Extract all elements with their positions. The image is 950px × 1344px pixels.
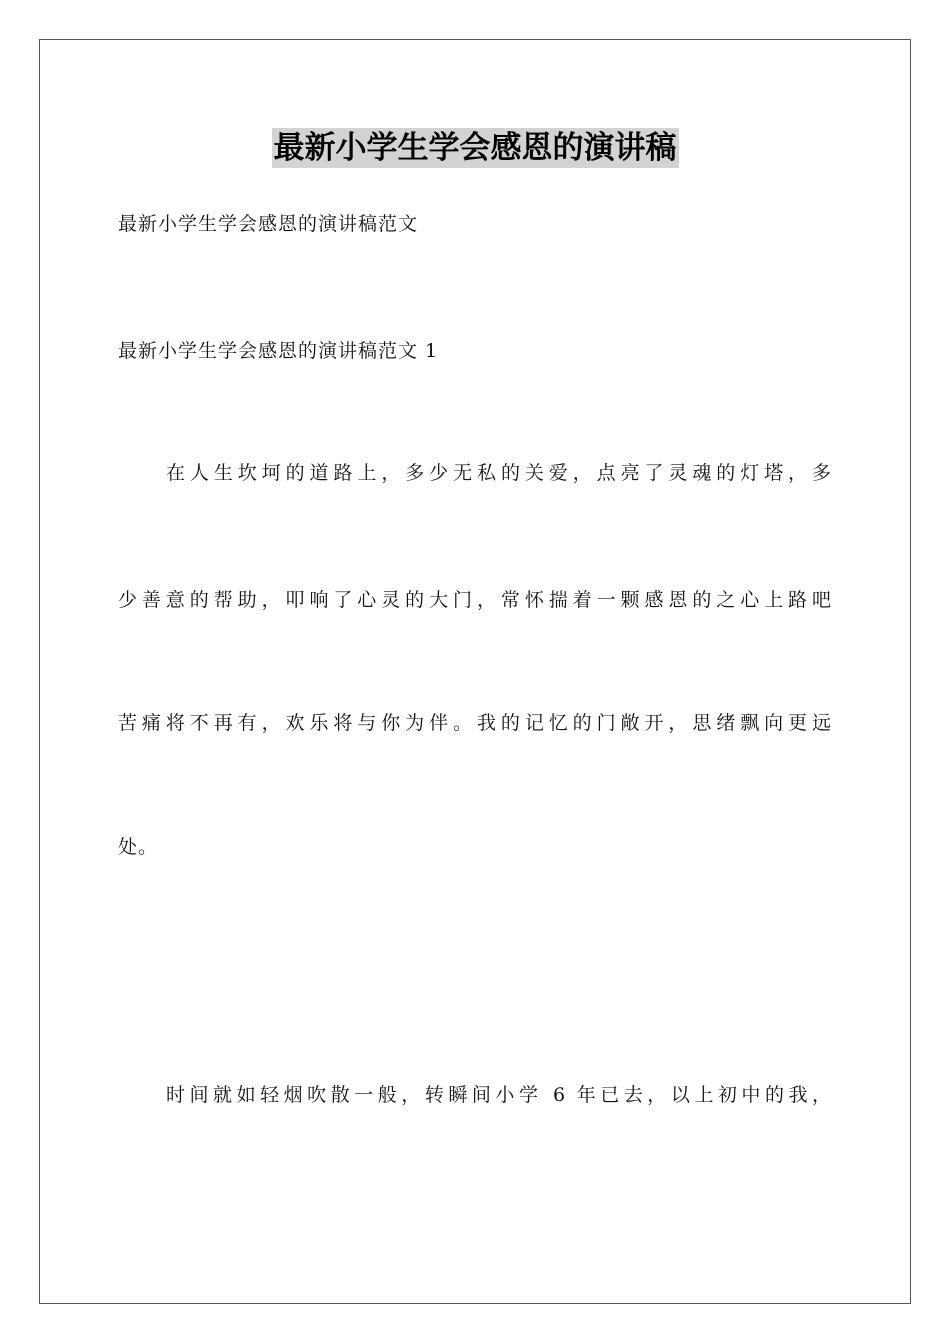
paragraph1-line1: 在人生坎坷的道路上，多少无私的关爱，点亮了灵魂的灯塔，多 — [166, 462, 832, 484]
paragraph2-line1: 时间就如轻烟吹散一般，转瞬间小学 6 年已去，以上初中的我， — [166, 1084, 832, 1106]
paragraph1-line2: 少善意的帮助，叩响了心灵的大门，常怀揣着一颗感恩的之心上路吧 — [118, 589, 832, 611]
paragraph1-line3: 苦痛将不再有，欢乐将与你为伴。我的记忆的门敞开，思绪飘向更远 — [118, 712, 832, 734]
title-container — [0, 128, 950, 168]
section-heading: 最新小学生学会感恩的演讲稿范文 1 — [118, 340, 439, 362]
paragraph1-line4: 处。 — [118, 836, 159, 858]
document-subtitle: 最新小学生学会感恩的演讲稿范文 — [118, 213, 419, 235]
document-title: 最新小学生学会感恩的演讲稿 — [273, 130, 677, 166]
